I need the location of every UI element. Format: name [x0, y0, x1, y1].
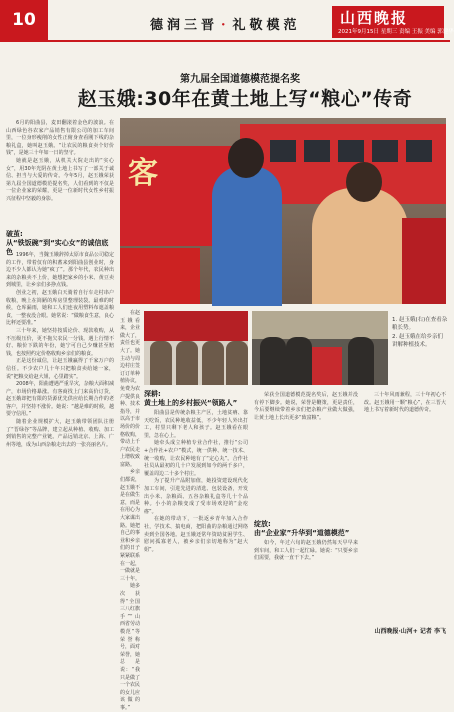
lead-paragraph: 6月的阳曲县，麦田翻滚着金色的波浪。在山西绿色谷农家产品销售有限公司的加工车间里，一位身形瘦削的女性正俯身查看刚下线的杂粮礼盒，她叫赵玉娥。“让农民的粮食卖个好价钱”，是她三十年如一日的坚守。	[6, 120, 114, 157]
section-label-b: 礼敬模范	[232, 18, 301, 33]
subhead-3: 绽放: 由“企业家”升华到“道德模范”	[254, 520, 350, 537]
page-header	[0, 0, 454, 40]
main-photo	[120, 118, 446, 304]
column-2: 阳曲县是传统杂粮主产区，土地贫瘠、靠天吃饭，农民种地收益低，不少年轻人外出打工，村里只剩下老人和孩子。赵玉娥看在眼里，急在心上。 她牵头成立种植专业合作社，推行“公司+合作社+农户”模式，统一供种、统一技术、统一收购，让农民种地有了“定心丸”。合作社社员从最初的几十户发展到如今的两千多户，覆盖周边二十多个村庄。 为了提升产品附加值，她投资建设现代化加工车间，引进先进的清选、包装设备，开发出小米、杂粮面、五谷杂粮礼盒等几十个品种。小小的杂粮变成了受市场欢迎的“金疙瘩”。 在她的带动下，一批返乡青年加入合作社，学技术、搞电商，把阳曲的杂粮通过网络卖到全国各地。赵玉娥还常年资助贫困学生、慰问孤寡老人，被乡亲们亲切地称为“赵大姐”。	[144, 410, 248, 553]
lead-paragraph-2: 她就是赵玉娥，从机关大院走出的“实心女”，用30年光阴在黄土地上书写了一部关于诚信、担当与大爱的传奇。今年5月，赵玉娥荣获第九届全国道德模范提名奖，人们看到的不仅是一位企业家的荣耀，更是一位新时代女性乡村振兴征程中坚毅的身影。	[6, 157, 114, 202]
section-label	[150, 14, 301, 33]
page-number: 10	[0, 0, 48, 40]
subhead-2: 深耕: 黄土地上的乡村振兴“领路人”	[144, 390, 238, 407]
column-3b: 如今，年过六旬的赵玉娥仍然每天早早来到车间，和工人们一起忙碌。她说：“只要乡亲们需要，我就一直干下去。”	[254, 540, 358, 562]
column-4: 三十年风雨兼程，三十年初心不改。赵玉娥用一颗“粮心”，在三晋大地上书写着新时代的道德传奇。	[364, 392, 446, 414]
newspaper-name: 山西晚报	[340, 9, 409, 27]
banner-text: 客	[128, 156, 160, 191]
section-label-a: 德润三晋	[150, 18, 219, 33]
article-headline: 赵玉娥:30年在黄土地上写“粮心”传奇	[77, 88, 413, 110]
lead-text	[6, 120, 114, 230]
masthead	[332, 6, 454, 38]
person-figure	[312, 188, 408, 304]
article-kicker: 第九届全国道德模范提名奖	[180, 74, 300, 85]
subhead-1: 破茧: 从“铁饭碗”到“实心女”的诚信底色	[6, 230, 109, 256]
person-figure	[212, 166, 282, 306]
issue-date: 2021年9月15日 星期三 责编 王振 美编 郭建华	[338, 29, 454, 35]
photo-3	[252, 311, 388, 385]
separator-dot: ·	[221, 18, 230, 33]
header-rule	[0, 40, 450, 42]
byline: 山西晚报·山河+ 记者 李飞	[374, 628, 446, 635]
photo-2	[144, 311, 248, 385]
column-1: 1996年，当魏玉娥辞掉太原市食品公司稳定的工作，带着仅有的积蓄来到阳曲县创业时，身边不少人都认为她“疯了”。那个年代，农民种出来的杂粮卖不上价，她想把家乡的小米、黄豆卖到城里，让乡亲们多挣点钱。 创业之初，赵玉娥白天骑着自行车走村串户收粮，晚上在简陋的库房里整理装袋。最难的时候，仓库漏雨，她和工人们连夜用塑料布遮盖粮食，一整夜没合眼。她常说：“做粮食生意，良心比秤还要准。” 三十年来，她坚持按质论价、现款收购，从不压级压价，更不拖欠农民一分钱。遇上行情不好、粮价下跌的年份，她宁可自己少赚甚至赔钱，也按照约定价格收购乡亲们的粮食。 正是这份诚信，让赵玉娥赢得了千家万户的信任。不少农户几十年只把粮食卖给她一家，说“把粮交给赵大姐，心里踏实”。 2008年，阳曲遭遇严重旱灾，杂粮大面积减产，市场价格暴涨。有客商找上门来高价订货，赵玉娥却把有限的货源优先供应给长期合作的老客户，并坚持不涨价。她说：“越是难的时候，越要守信用。” 随着企业规模扩大，赵玉娥带领团队注册了“晋绿谷”等品牌，建立起从种植、收购、加工到销售的完整产业链。产品远销北京、上海、广州等地，成为山西杂粮走出去的一张亮丽名片。	[6, 252, 114, 448]
column-3a: 荣获全国道德模范提名奖后，赵玉娥并没有停下脚步。她说，荣誉是鞭策，更是责任，今后要继续带着乡亲们把杂粮产业做大做强，让黄土地上长出更多“致富粮”。	[254, 392, 358, 421]
photo-caption: 1. 赵玉娥(右)在查看杂粮长势。 2. 赵玉娥在给乡亲们讲解种植技术。	[392, 317, 448, 348]
column-1b: 在赵玉娥看来，企业做大了，责任也更大了。她主动与周边村庄签订订单种植协议，免费为农户提供良种、技术指导，并以高于市场价的价格收购，带动上千户农民走上增收致富路。 乡亲们都说，赵玉娥不是在做生意，而是在用心为大家谋出路。她把自己的事业和乡亲们的日子紧紧联系在一起，一做就是三十年。 她多次获得“全国三八红旗手”“山西省劳动模范”等荣誉称号，面对荣誉，她总是说：“我只是做了一个农民的女儿应该做的事。”	[120, 310, 141, 711]
